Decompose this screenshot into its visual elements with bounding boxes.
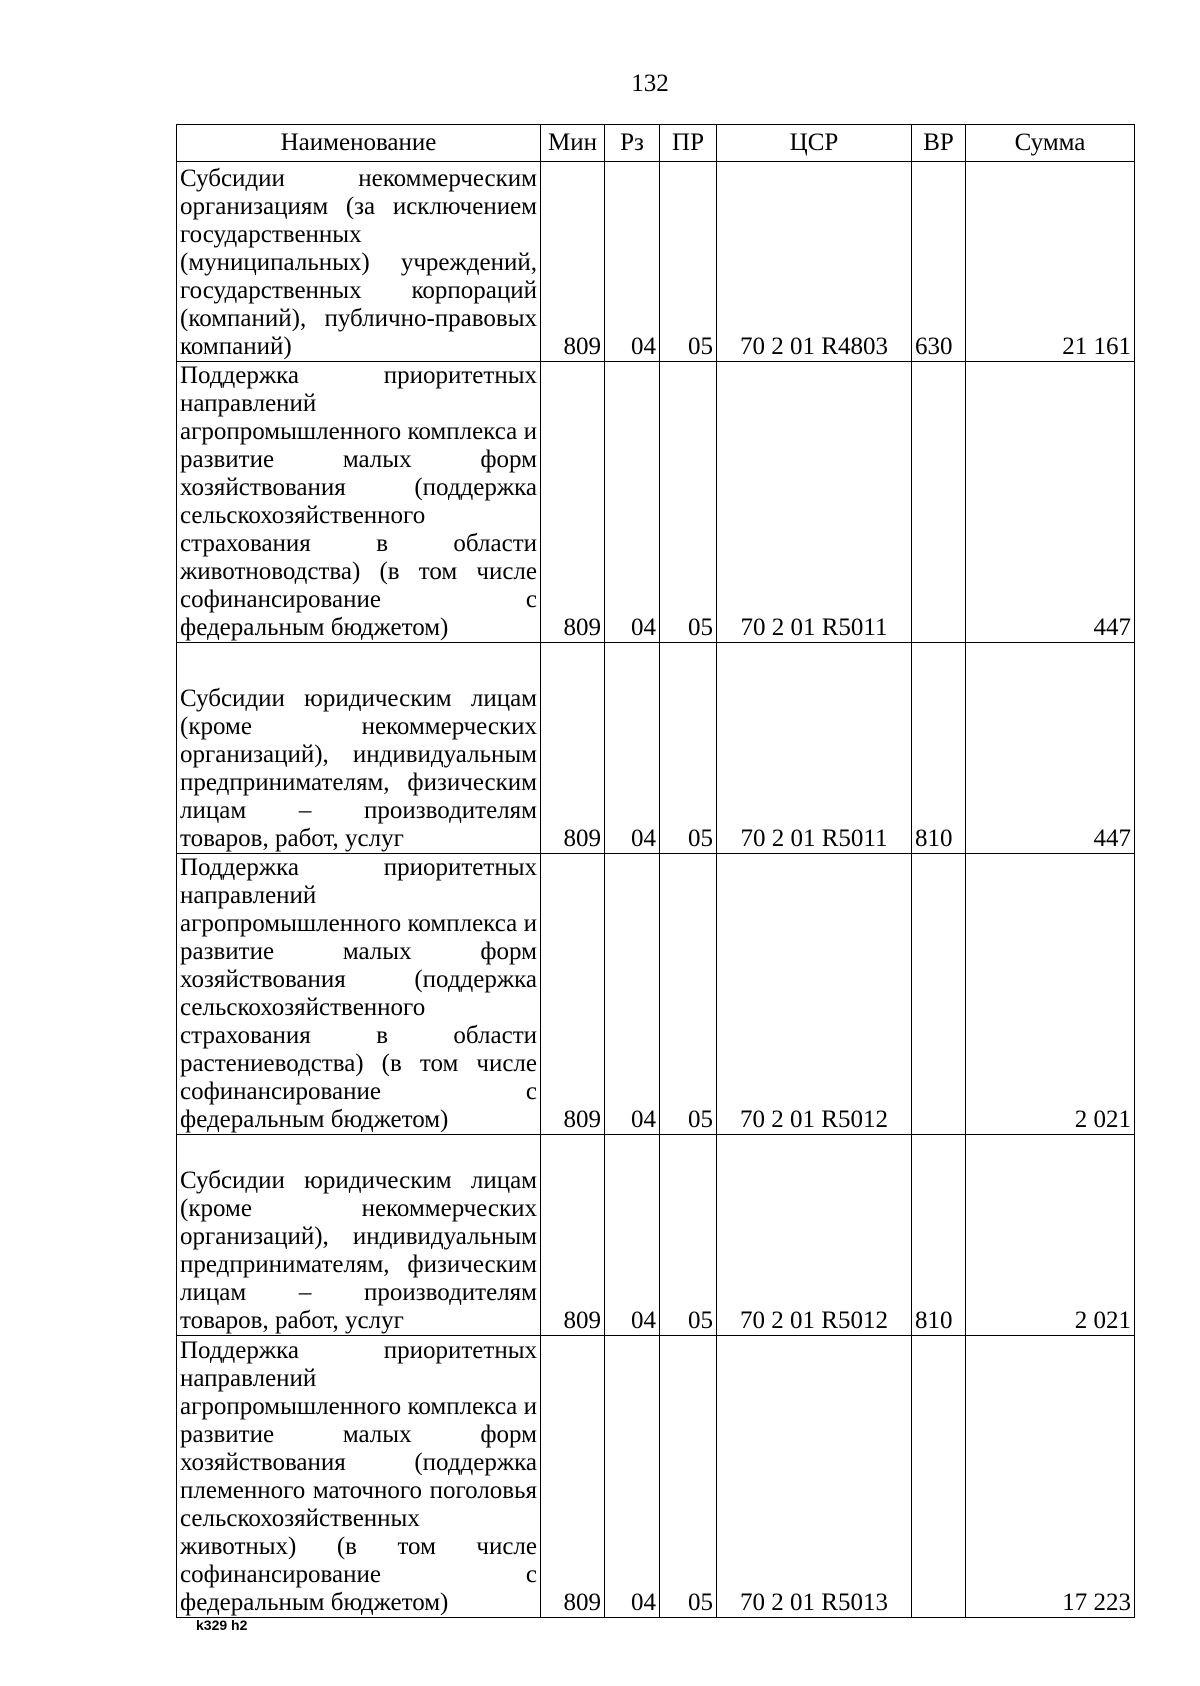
row-sum: 2 021 <box>966 1135 1135 1336</box>
row-csr: 70 2 01 R5011 <box>717 362 912 643</box>
row-csr: 70 2 01 R5013 <box>717 1336 912 1618</box>
row-pr: 05 <box>660 1336 717 1618</box>
row-csr: 70 2 01 R4803 <box>717 162 912 362</box>
row-name: Поддержка приоритетных направлений агропромышленного комплекса и развитие малых форм хозяйствования (поддержка племенного маточного поголовья сельскохозяйственных животных) (в том числе софинансирование с федеральным бюджетом) <box>177 1336 541 1618</box>
row-min: 809 <box>541 643 605 854</box>
table-row <box>177 162 1135 362</box>
row-name: Субсидии юридическим лицам (кроме некоммерческих организаций), индивидуальным предпринимателям, физическим лицам – производителям товаров, работ, услуг <box>177 643 541 854</box>
table-row <box>177 1336 1135 1618</box>
row-sum: 447 <box>966 643 1135 854</box>
row-name: Субсидии юридическим лицам (кроме некоммерческих организаций), индивидуальным предпринимателям, физическим лицам – производителям товаров, работ, услуг <box>177 1135 541 1336</box>
row-sum: 21 161 <box>966 162 1135 362</box>
table-row <box>177 643 1135 854</box>
document-code: k329 h2 <box>196 1617 248 1633</box>
header-name: Наименование <box>177 125 541 162</box>
table-row <box>177 854 1135 1135</box>
budget-table <box>176 124 1135 1618</box>
row-pr: 05 <box>660 162 717 362</box>
row-pr: 05 <box>660 362 717 643</box>
row-vr <box>912 362 966 643</box>
row-rz: 04 <box>605 1336 660 1618</box>
header-pr: ПР <box>660 125 717 162</box>
row-sum: 2 021 <box>966 854 1135 1135</box>
row-csr: 70 2 01 R5012 <box>717 1135 912 1336</box>
table-header-row <box>177 125 1135 162</box>
header-csr: ЦСР <box>717 125 912 162</box>
row-name: Поддержка приоритетных направлений агропромышленного комплекса и развитие малых форм хозяйствования (поддержка сельскохозяйственного страхования в области растениеводства) (в том числе софинансирование с федеральным бюджетом) <box>177 854 541 1135</box>
row-rz: 04 <box>605 854 660 1135</box>
table-row <box>177 362 1135 643</box>
row-vr <box>912 1336 966 1618</box>
row-sum: 447 <box>966 362 1135 643</box>
row-sum: 17 223 <box>966 1336 1135 1618</box>
row-min: 809 <box>541 1135 605 1336</box>
row-name: Поддержка приоритетных направлений агропромышленного комплекса и развитие малых форм хозяйствования (поддержка сельскохозяйственного страхования в области животноводства) (в том числе софинансирование с федеральным бюджетом) <box>177 362 541 643</box>
row-pr: 05 <box>660 1135 717 1336</box>
row-vr: 810 <box>912 643 966 854</box>
row-min: 809 <box>541 854 605 1135</box>
table-row <box>177 1135 1135 1336</box>
row-min: 809 <box>541 1336 605 1618</box>
row-pr: 05 <box>660 643 717 854</box>
row-min: 809 <box>541 162 605 362</box>
page-number: 132 <box>631 70 669 97</box>
header-rz: Рз <box>605 125 660 162</box>
row-rz: 04 <box>605 362 660 643</box>
header-vr: ВР <box>912 125 966 162</box>
row-rz: 04 <box>605 1135 660 1336</box>
row-vr <box>912 854 966 1135</box>
row-pr: 05 <box>660 854 717 1135</box>
row-csr: 70 2 01 R5011 <box>717 643 912 854</box>
row-rz: 04 <box>605 643 660 854</box>
row-min: 809 <box>541 362 605 643</box>
header-min: Мин <box>541 125 605 162</box>
row-vr: 810 <box>912 1135 966 1336</box>
header-sum: Сумма <box>966 125 1135 162</box>
row-csr: 70 2 01 R5012 <box>717 854 912 1135</box>
row-rz: 04 <box>605 162 660 362</box>
row-name: Субсидии некоммерческим организациям (за исключением государственных (муниципальных) учреждений, государственных корпораций (компаний), публично-правовых компаний) <box>177 162 541 362</box>
row-vr: 630 <box>912 162 966 362</box>
